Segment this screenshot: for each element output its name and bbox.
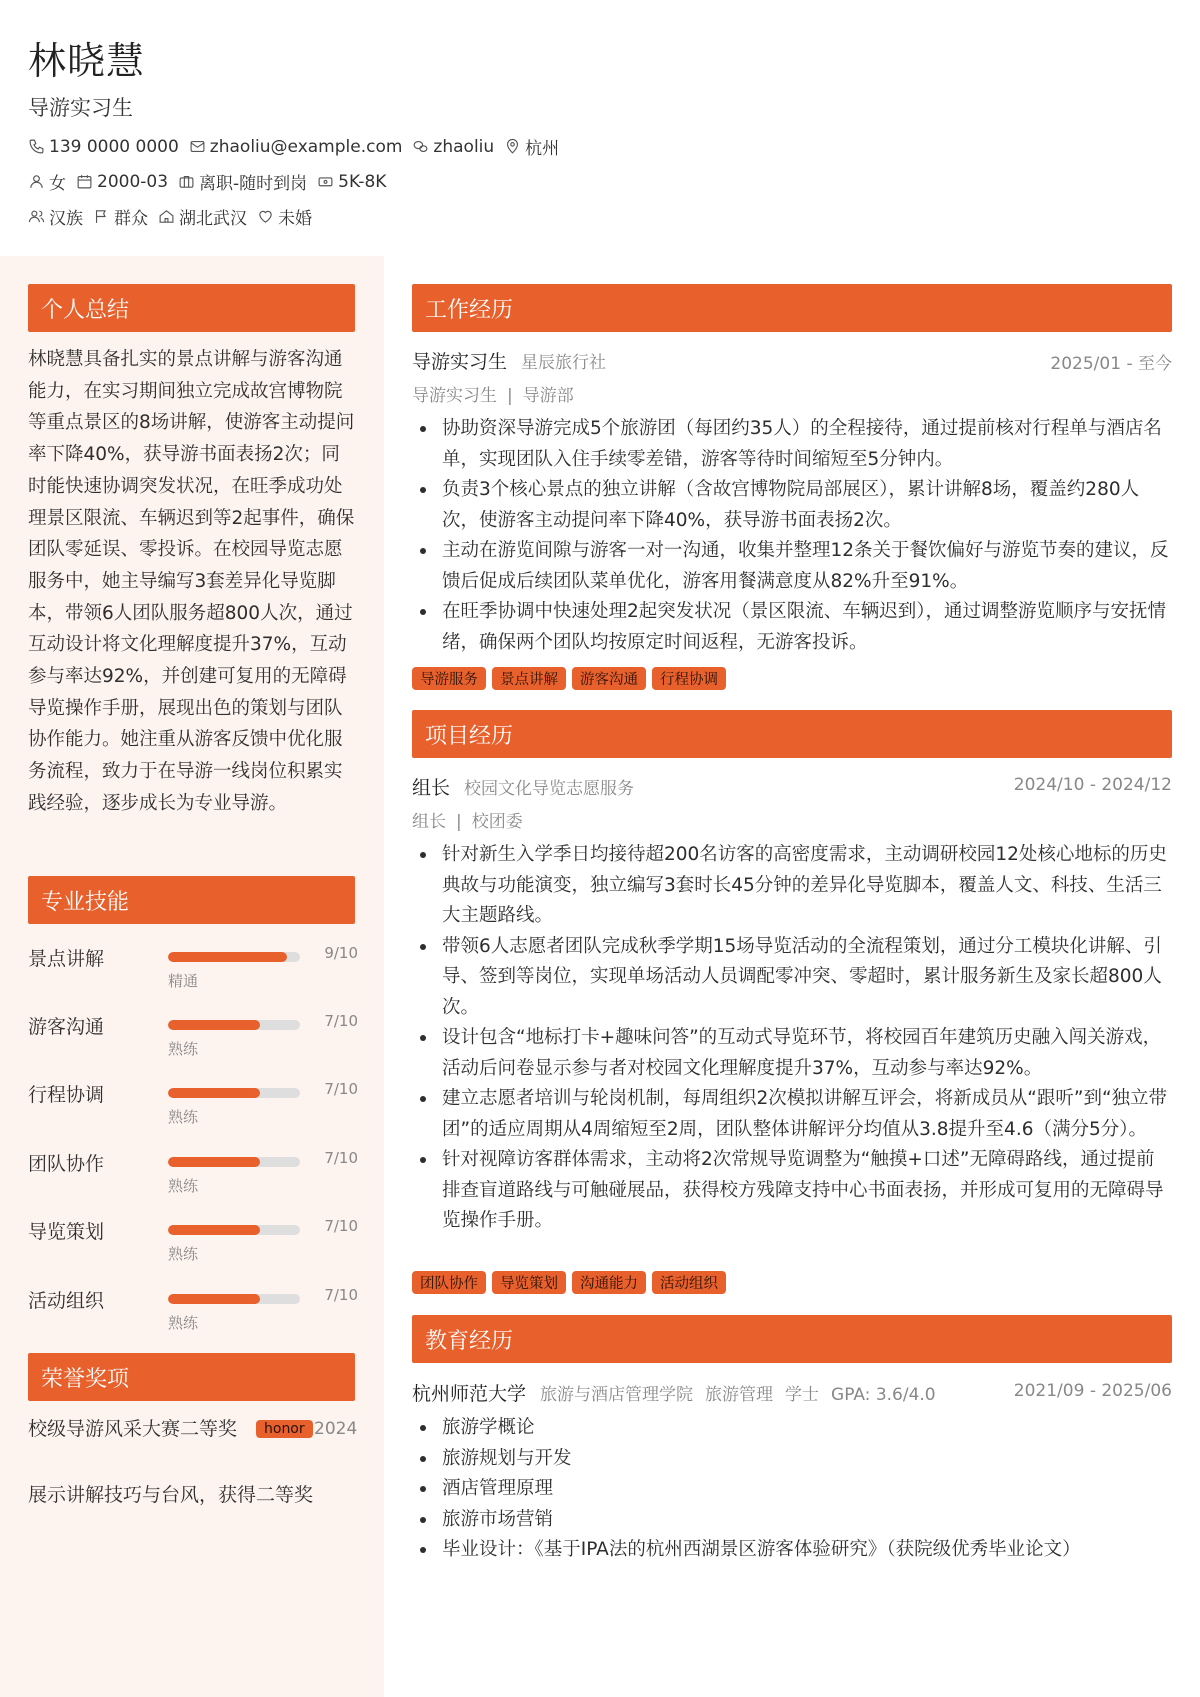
project-tags [412,1271,732,1294]
wechat-item [412,137,494,157]
flag-icon [93,208,110,225]
skill-score: 7/10 [324,1012,358,1030]
skill-level: 熟练 [168,1314,199,1332]
marital-item [257,204,312,229]
skill-tag: 景点讲解 [492,667,566,690]
list-item: 旅游市场营销 [412,1505,1172,1536]
skill-bar-fill [168,1225,260,1235]
honor-badge: honor [256,1420,313,1438]
skill-tag: 游客沟通 [572,667,646,690]
list-item: 毕业设计：《基于IPA法的杭州西湖景区游客体验研究》（获院级优秀毕业论文） [412,1535,1172,1566]
skill-item [28,932,358,992]
skill-name: 活动组织 [28,1290,105,1312]
work-tags [412,667,732,690]
school-name: 杭州师范大学 [412,1383,527,1405]
politics-item [93,204,148,229]
skill-bar-fill [168,1020,260,1030]
personal-row [28,169,396,194]
course-list [412,1413,1172,1566]
status-text: 离职-随时到岗 [199,174,308,194]
skill-score: 9/10 [324,944,358,962]
work-company: 星辰旅行社 [521,353,607,373]
skill-tag: 活动组织 [652,1271,726,1294]
degree: 学士 [785,1385,820,1405]
work-entry-title [412,347,618,374]
project-name: 校园文化导览志愿服务 [464,779,635,799]
work-heading: 工作经历 [412,284,1172,332]
skill-name: 游客沟通 [28,1016,105,1038]
mail-icon [189,138,206,155]
phone-text: 139 0000 0000 [49,136,179,157]
list-item: 负责3个核心景点的独立讲解（含故宫博物院局部展区），累计讲解8场，覆盖约280人次，使游客主动提问率下降40%，获导游书面表扬2次。 [412,475,1172,536]
education-date: 2021/09 - 2025/06 [1013,1381,1172,1401]
list-item: 建立志愿者培训与轮岗机制，每周组织2次模拟讲解互评会，将新成员从“跟听”到“独立带团”的适应周期从4周缩短至2周，团队整体讲解评分均值从3.8提升至4.6（满分5分）。 [412,1084,1172,1145]
skill-score: 7/10 [324,1286,358,1304]
skill-item [28,1274,358,1334]
skill-bar-track [168,1020,300,1030]
list-item: 旅游规划与开发 [412,1444,1172,1475]
users-icon [28,208,45,225]
skill-tag: 团队协作 [412,1271,486,1294]
phone-item [28,137,179,157]
education-heading: 教育经历 [412,1315,1172,1363]
skill-name: 导览策划 [28,1221,105,1243]
skill-level: 熟练 [168,1245,199,1263]
user-icon [28,173,45,190]
project-sub-role: 组长 [412,812,446,832]
skill-level: 精通 [168,972,199,990]
project-bullets [412,840,1172,1237]
skill-tag: 导游服务 [412,667,486,690]
skill-item [28,1205,358,1265]
project-subline [412,807,523,832]
skill-name: 行程协调 [28,1084,105,1106]
project-heading: 项目经历 [412,710,1172,758]
list-item: 带领6人志愿者团队完成秋季学期15场导览活动的全流程策划，通过分工模块化讲解、引导、签到等岗位，实现单场活动人员调配零冲突、零超时，累计服务新生及家长超800人次。 [412,932,1172,1024]
status-item [178,169,307,194]
skill-level: 熟练 [168,1177,199,1195]
work-bullets [412,414,1172,658]
gender-text: 女 [49,174,66,194]
list-item: 协助资深导游完成5个旅游团（每团约35人）的全程接待，通过提前核对行程单与酒店名单，实现团队入住手续零差错，游客等待时间缩短至5分钟内。 [412,414,1172,475]
hometown-item [158,204,247,229]
skill-bar-fill [168,1157,260,1167]
project-sub-separator: | [456,812,462,832]
calendar-icon [76,173,93,190]
city-text: 杭州 [525,139,560,159]
birth-text: 2000-03 [97,171,169,192]
skill-name: 团队协作 [28,1153,105,1175]
email-text: zhaoliu@example.com [209,136,403,157]
project-entry-title [412,773,646,800]
honor-year: 2024 [314,1419,358,1439]
work-date: 2025/01 - 至今 [1050,354,1172,374]
gender-item [28,169,66,194]
skill-tag: 导览策划 [492,1271,566,1294]
skill-bar-track [168,1157,300,1167]
work-department: 导游部 [522,386,574,406]
politics-text: 群众 [114,209,148,229]
list-item: 针对新生入学季日均接待超200名访客的高密度需求，主动调研校园12处核心地标的历史典故与功能演变，独立编写3套时长45分钟的差异化导览脚本，覆盖人文、科技、生活三大主题路线。 [412,840,1172,932]
skill-bar-track [168,952,300,962]
gpa: GPA: 3.6/4.0 [831,1385,936,1405]
work-sub-role: 导游实习生 [412,386,497,406]
skill-tag: 沟通能力 [572,1271,646,1294]
salary-item [317,172,386,192]
skill-score: 7/10 [324,1080,358,1098]
list-item: 针对视障访客群体需求，主动将2次常规导览调整为“触摸+口述”无障碍路线，通过提前排查盲道路线与可触碰展品，获得校方残障支持中心书面表扬，并形成可复用的无障碍导览操作手册。 [412,1145,1172,1237]
ethnicity-item [28,204,83,229]
candidate-name: 林晓慧 [28,39,146,83]
marital-text: 未婚 [278,209,312,229]
skill-level: 熟练 [168,1108,199,1126]
briefcase-icon [178,173,195,190]
education-entry-title [412,1379,948,1406]
hometown-text: 湖北武汉 [179,209,247,229]
location-pin-icon [504,138,521,155]
ethnicity-text: 汉族 [49,209,83,229]
heart-icon [257,208,274,225]
skill-item [28,1068,358,1128]
candidate-role: 导游实习生 [28,96,133,120]
summary-text: 林晓慧具备扎实的景点讲解与游客沟通能力，在实习期间独立完成故宫博物院等重点景区的8场讲解，使游客主动提问率下降40%，获导游书面表扬2次；同时能快速协调突发状况，在旺季成功处理景区限流、车辆迟到等2起事件，确保团队零延误、零投诉。在校园导览志愿服务中，她主导编写3套差异化导览脚本，带领6人团队服务超800人次，通过互动设计将文化理解度提升37%，互动参与率达92%，并创建可复用的无障碍导览操作手册，展现出色的策划与团队协作能力。她注重从游客反馈中优化服务流程，致力于在导游一线岗位积累实践经验，逐步成长为专业导游。 [28,349,355,814]
work-sub-separator: | [507,386,513,406]
project-date: 2024/10 - 2024/12 [1013,775,1172,795]
skill-bar-track [168,1088,300,1098]
honors-heading: 荣誉奖项 [28,1353,355,1401]
skill-item [28,1000,358,1060]
skill-bar-track [168,1225,300,1235]
birth-item [76,172,168,192]
project-org: 校团委 [471,812,523,832]
skills-heading: 专业技能 [28,876,355,924]
skill-level: 熟练 [168,1040,199,1058]
skill-name: 景点讲解 [28,948,105,970]
project-position: 组长 [412,777,451,799]
honor-title: 校级导游风采大赛二等奖 [28,1418,238,1440]
skill-bar-track [168,1294,300,1304]
salary-text: 5K-8K [338,171,387,192]
list-item: 在旺季协调中快速处理2起突发状况（景区限流、车辆迟到），通过调整游览顺序与安抚情绪，确保两个团队均按原定时间返程，无游客投诉。 [412,597,1172,658]
wechat-icon [412,138,429,155]
email-item [189,137,403,157]
contact-row [28,134,569,159]
work-subline [412,381,574,406]
resume-header [0,0,1200,256]
skill-bar-fill [168,952,287,962]
list-item: 旅游学概论 [412,1413,1172,1444]
major-name: 旅游管理 [705,1385,774,1405]
college-name: 旅游与酒店管理学院 [540,1385,694,1405]
skill-score: 7/10 [324,1149,358,1167]
phone-icon [28,138,45,155]
honor-desc: 展示讲解技巧与台风，获得二等奖 [28,1484,314,1506]
summary-heading: 个人总结 [28,284,355,332]
skill-score: 7/10 [324,1217,358,1235]
wechat-text: zhaoliu [433,136,495,157]
list-item: 酒店管理原理 [412,1474,1172,1505]
work-position: 导游实习生 [412,351,508,373]
list-item: 主动在游览间隙与游客一对一沟通，收集并整理12条关于餐饮偏好与游览节奏的建议，反馈后促成后续团队菜单优化，游客用餐满意度从82%升至91%。 [412,536,1172,597]
skill-bar-fill [168,1088,260,1098]
skill-tag: 行程协调 [652,667,726,690]
city-item [504,134,559,159]
money-icon [317,173,334,190]
list-item: 设计包含“地标打卡+趣味问答”的互动式导览环节，将校园百年建筑历史融入闯关游戏，活动后问卷显示参与者对校园文化理解度提升37%，互动参与率达92%。 [412,1023,1172,1084]
background-row [28,204,322,229]
home-icon [158,208,175,225]
skill-bar-fill [168,1294,260,1304]
skill-item [28,1137,358,1197]
